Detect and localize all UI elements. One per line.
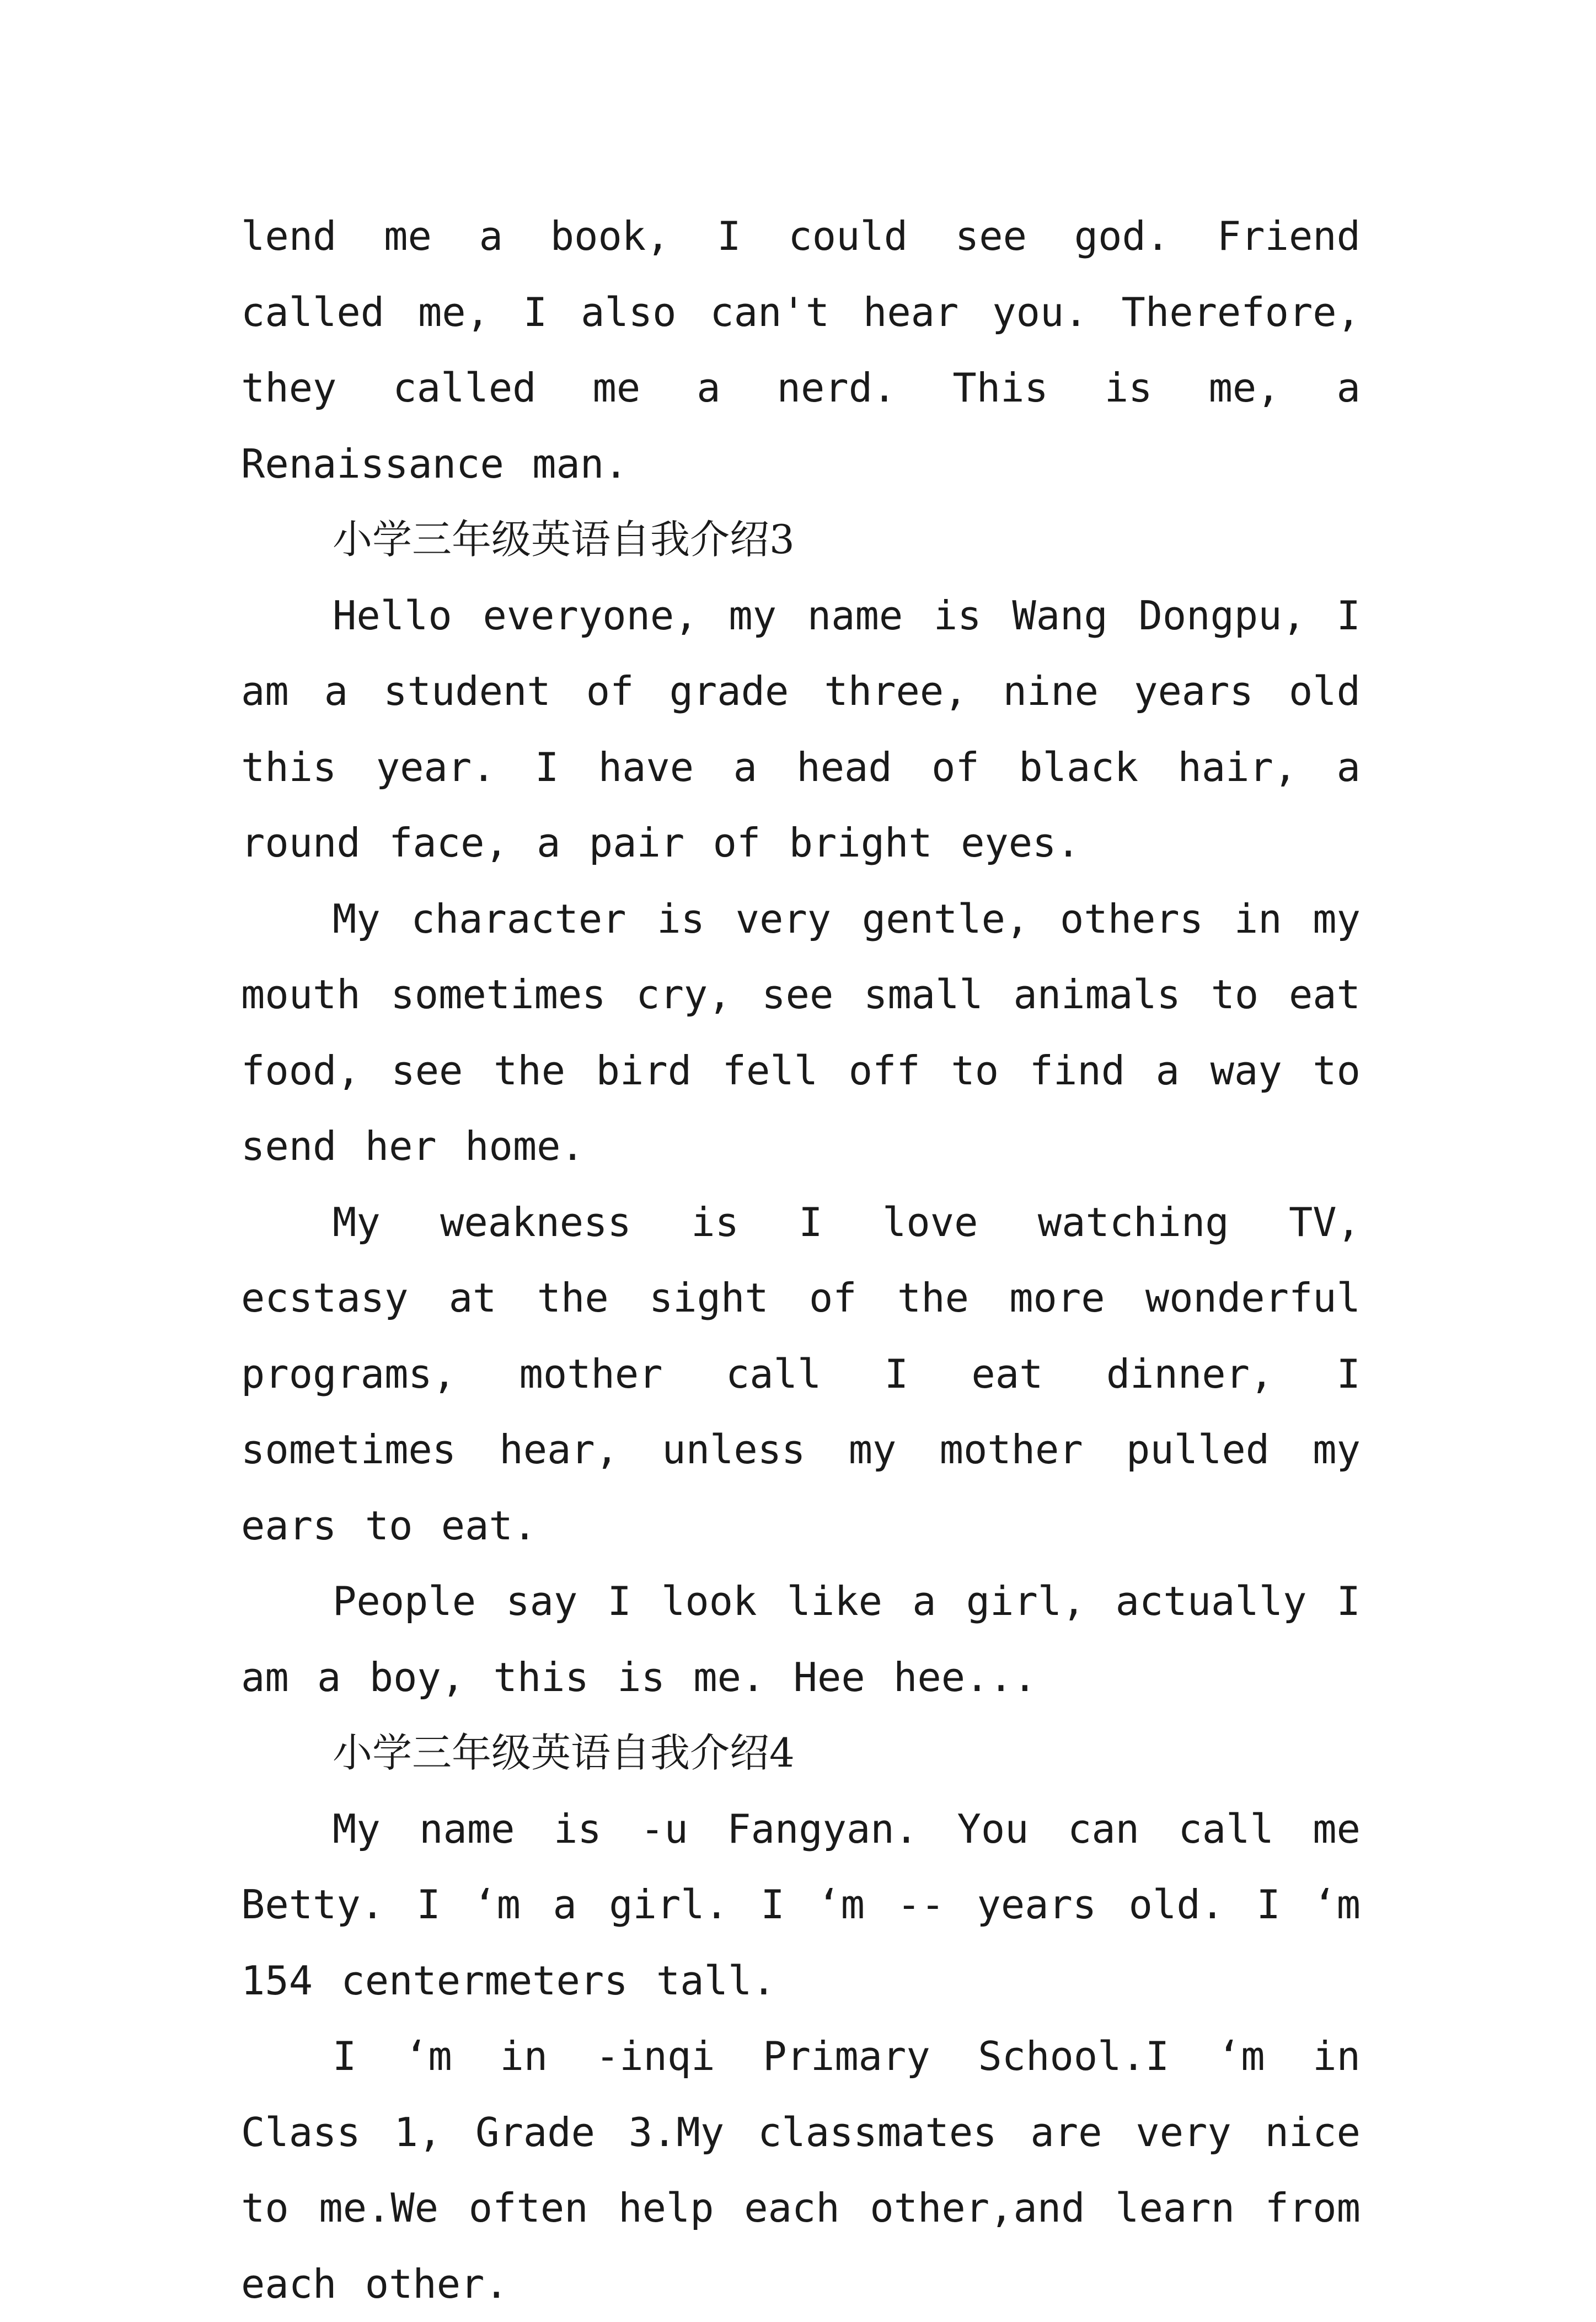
paragraph-character: My character is very gentle, others in my mouth sometimes cry, see small animals to eat food, see the bird fell off to find a way to send her home.: [241, 895, 1361, 1169]
document-body: [241, 199, 1361, 2322]
paragraph-weakness: My weakness is I love watching TV, ecstasy at the sight of the more wonderful programs, mother call I eat dinner, I sometimes hear, unless my mother pulled my ears to eat.: [241, 1199, 1361, 1549]
paragraph-closing: People say I look like a girl, actually I am a boy, this is me. Hee hee...: [241, 1578, 1361, 1700]
section-heading-3: 小学三年级英语自我介绍3: [333, 516, 795, 563]
paragraph-name-age: My name is -u Fangyan. You can call me Betty. I ‘m a girl. I ‘m -- years old. I ‘m 154 centermeters tall.: [241, 1805, 1361, 2004]
paragraph-introduction: Hello everyone, my name is Wang Dongpu, I am a student of grade three, nine years old this year. I have a head of black hair, a round face, a pair of bright eyes.: [241, 592, 1361, 866]
paragraph-intro-continuation: lend me a book, I could see god. Friend called me, I also can't hear you. Therefore, they called me a nerd. This is me, a Renaissance man.: [241, 213, 1361, 487]
section-heading-4: 小学三年级英语自我介绍4: [333, 1730, 795, 1776]
paragraph-school: I ‘m in -inqi Primary School.I ‘m in Class 1, Grade 3.My classmates are very nice to me.We often help each other,and learn from each other.: [241, 2033, 1361, 2307]
